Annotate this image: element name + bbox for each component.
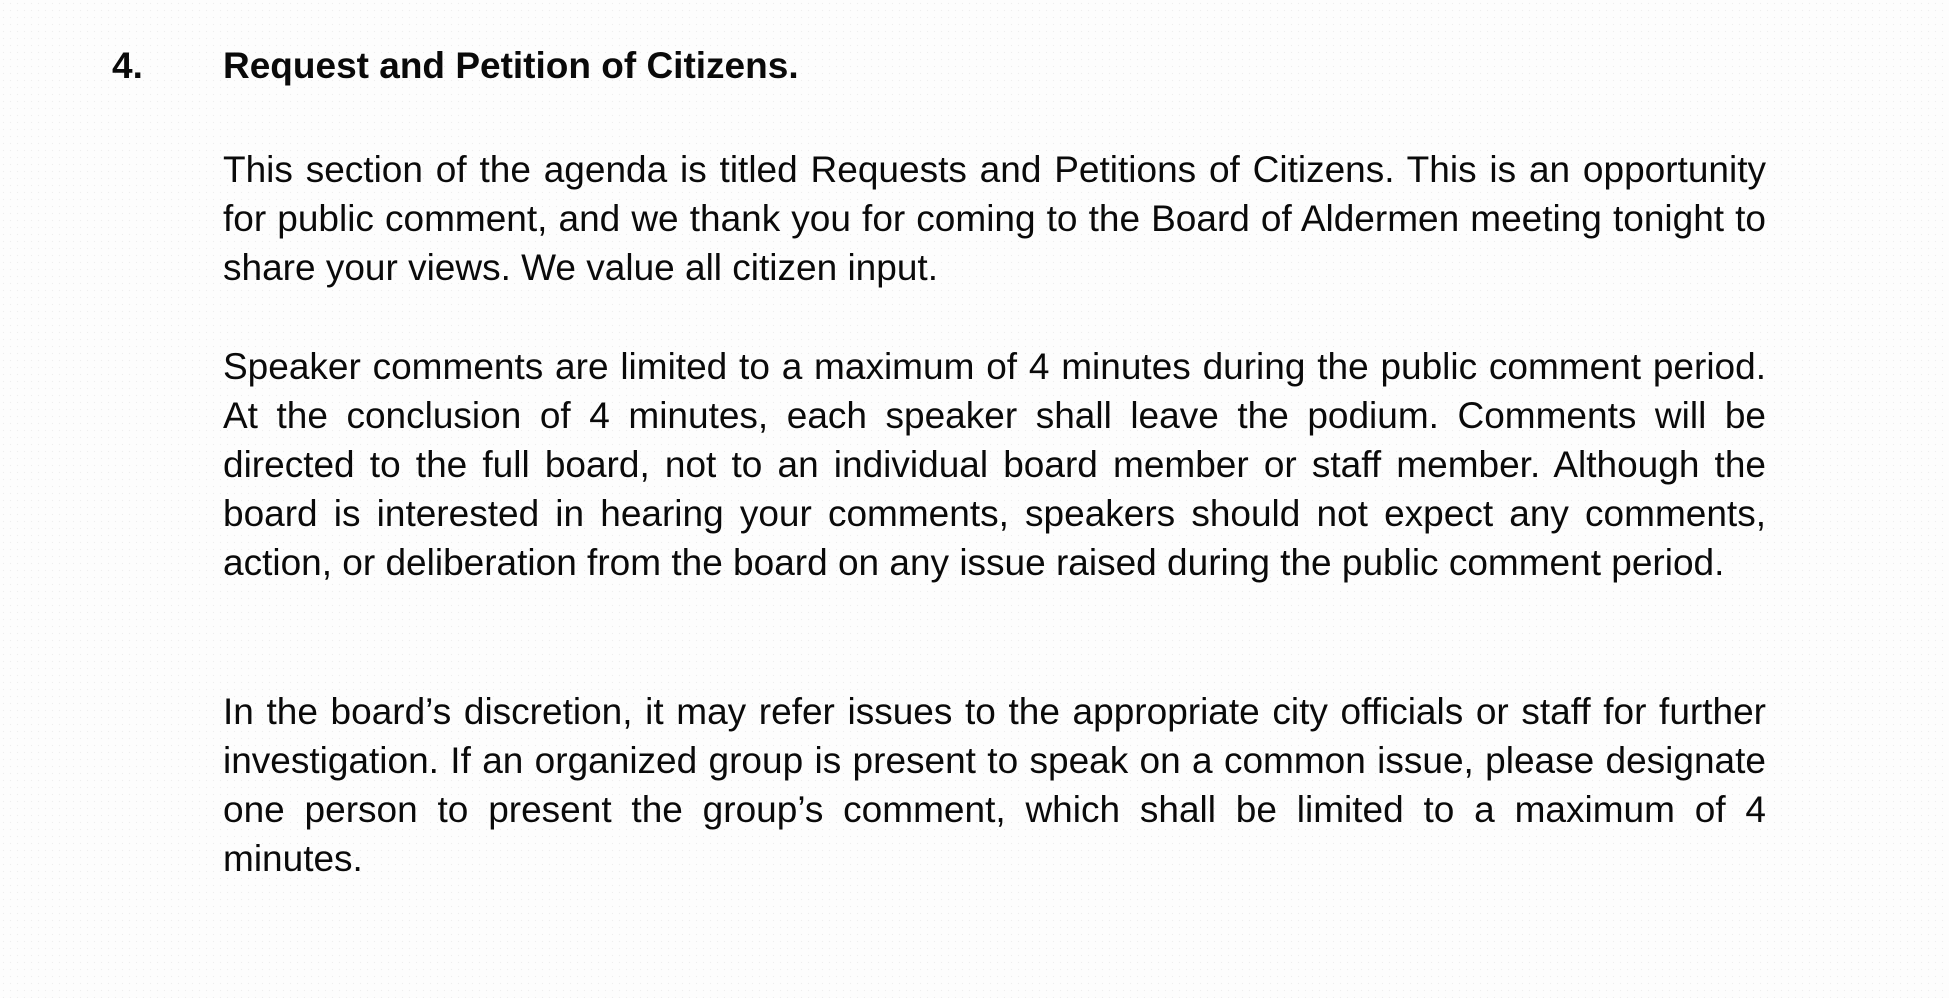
paragraph-board-discretion: In the board’s discretion, it may refer issues to the appropriate city officials or staff for further investigation. If an organized group is present to speak on a common issue, please designate one person to present the group’s comment, which shall be limited to a maximum of 4 minutes. <box>223 691 1766 879</box>
paragraph-public-comment-intro: This section of the agenda is titled Requests and Petitions of Citizens. This is an opportunity for public comment, and we thank you for coming to the Board of Aldermen meeting tonight to share your views. We value all citizen input. <box>223 149 1766 288</box>
section-number: 4. <box>112 45 143 86</box>
paragraph-speaker-rules: Speaker comments are limited to a maximum of 4 minutes during the public comment period. At the conclusion of 4 minutes, each speaker shall leave the podium. Comments will be directed to the full board, not to an individual board member or staff member. Although the board is interested in hearing your comments, speakers should not expect any comments, action, or deliberation from the board on any issue raised during the public comment period. <box>223 346 1766 583</box>
section-title: Request and Petition of Citizens. <box>223 45 799 86</box>
